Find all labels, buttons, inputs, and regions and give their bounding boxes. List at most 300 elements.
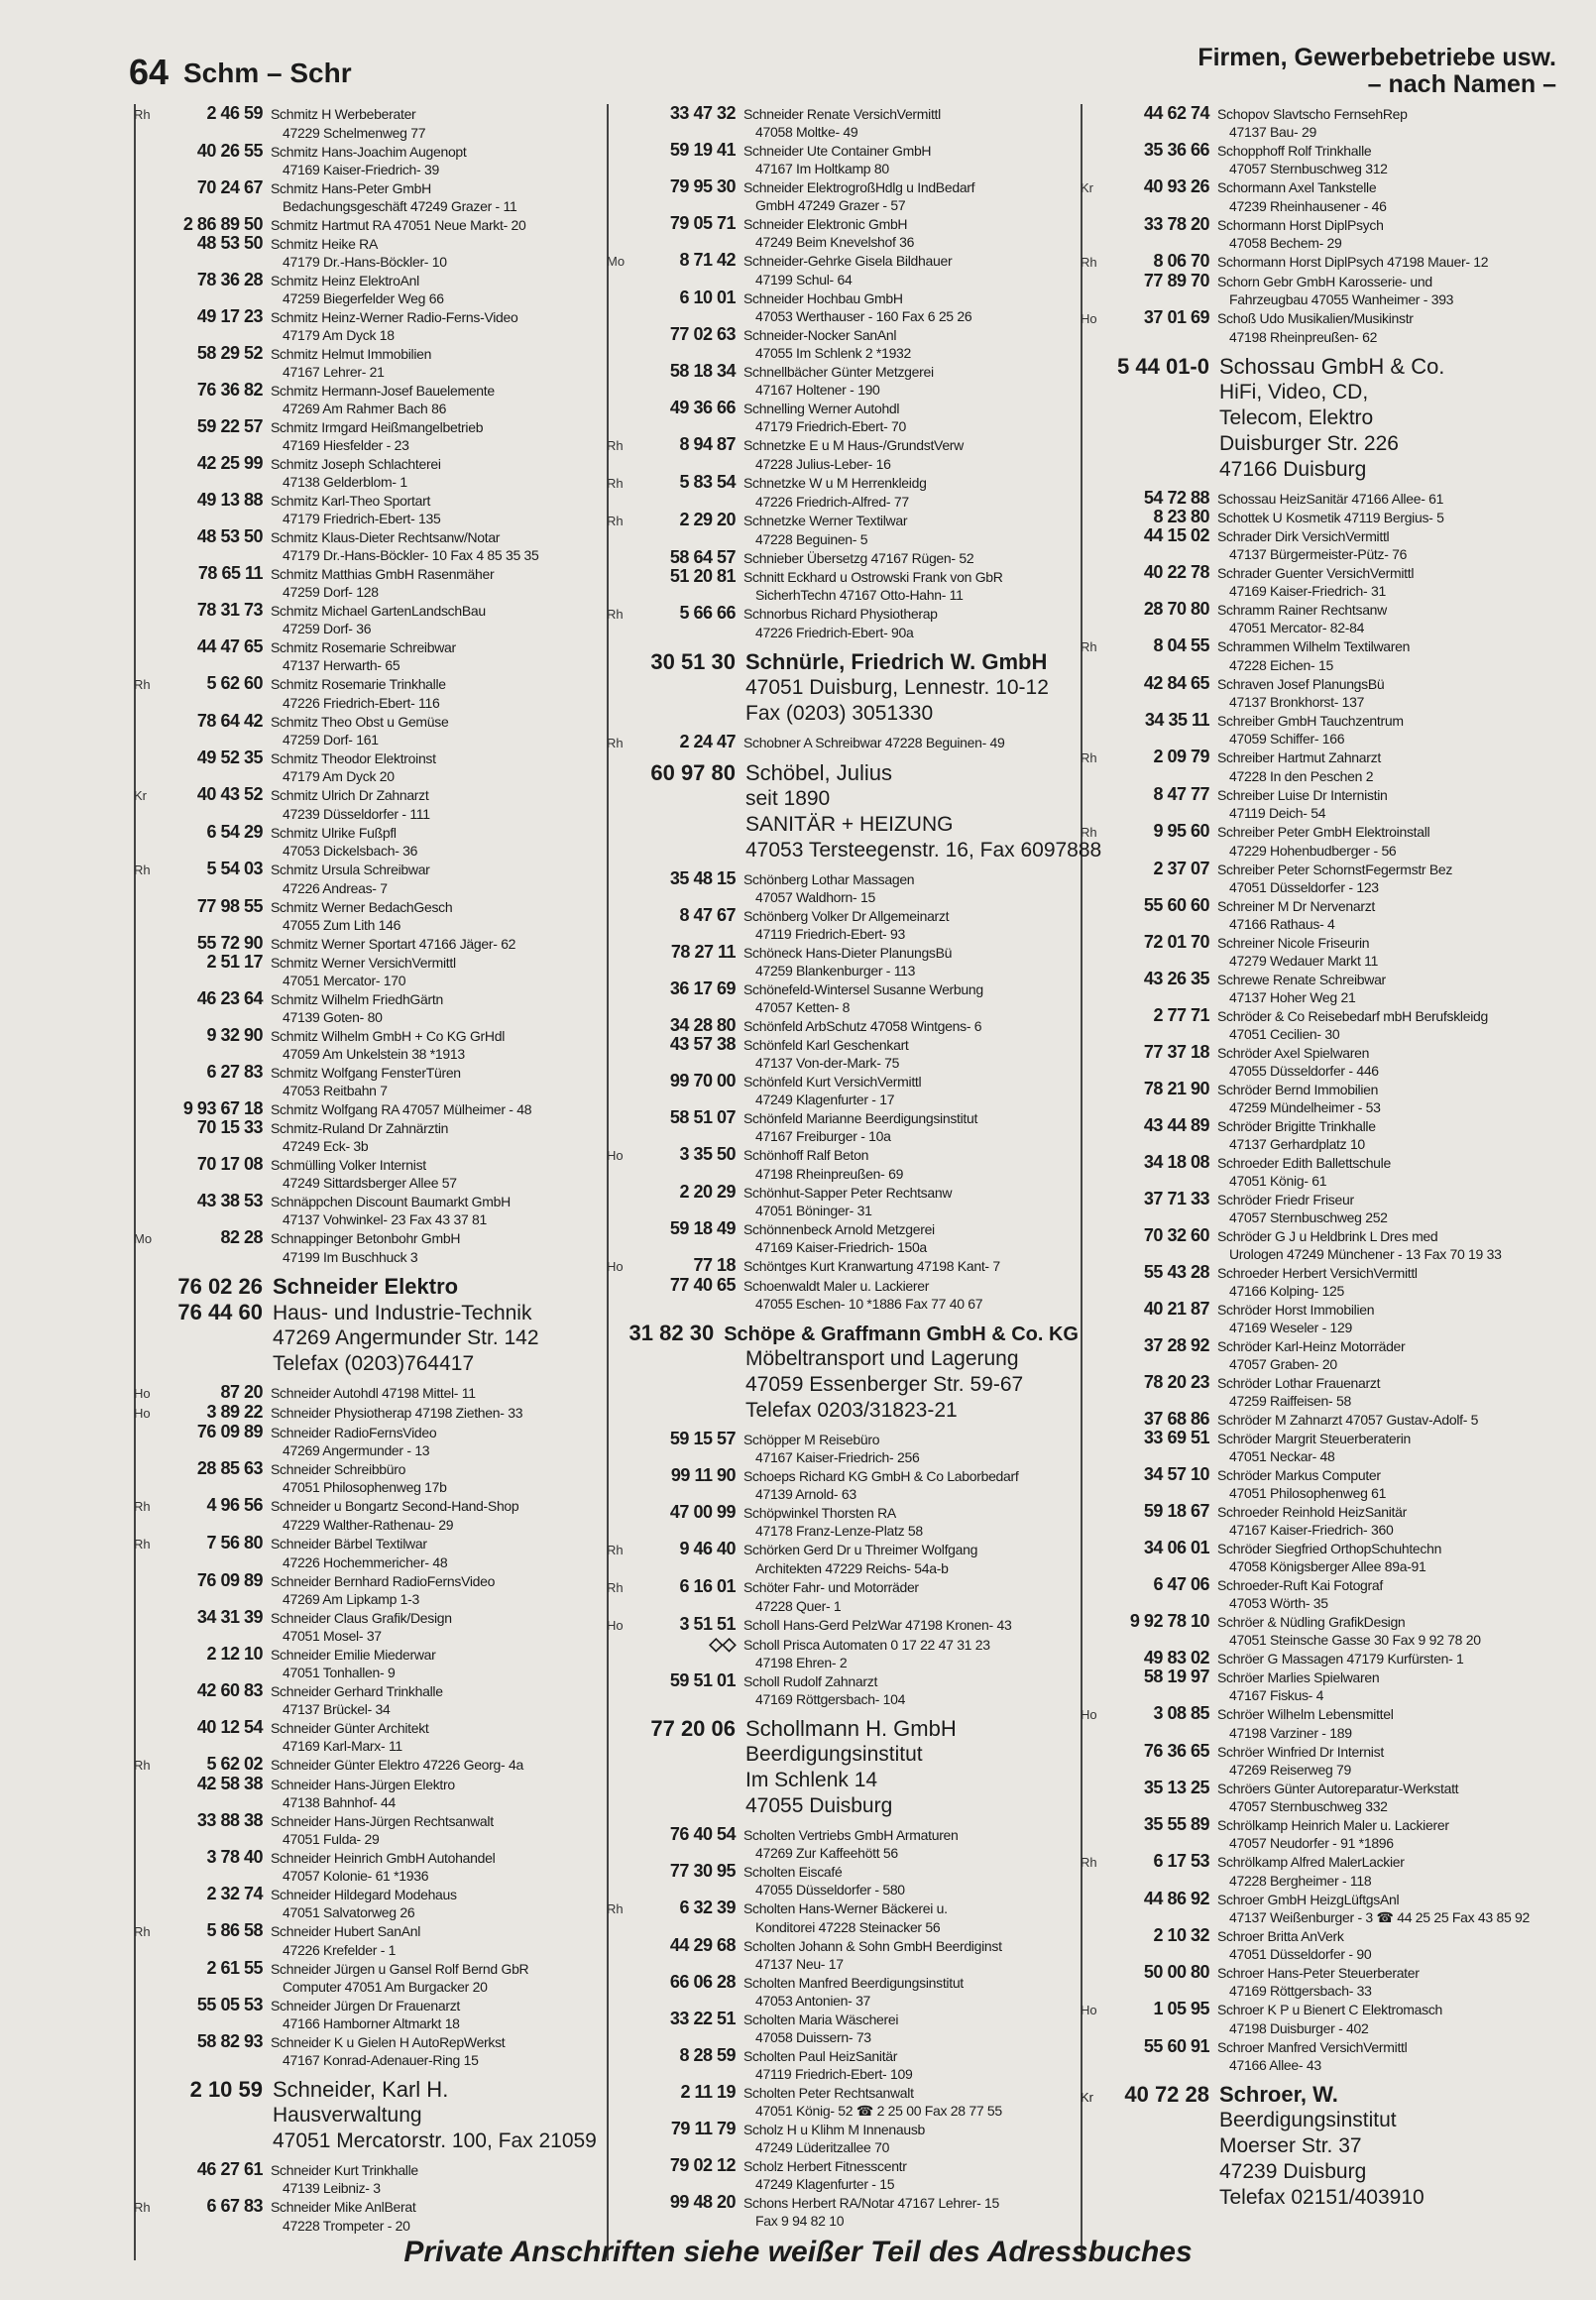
directory-entry [607,1540,1079,1577]
phone-number: 78 36 28 [196,270,263,289]
ad-line: Hausverwaltung [273,2104,422,2127]
entry-name: Schrammen Wilhelm Textilwaren [1217,638,1411,654]
phone-number: 37 28 92 [1143,1335,1209,1355]
ad-line: Telecom, Elektro [1219,406,1374,429]
entry-address: 47137 Weißenburger - 3 ☎ 44 25 25 Fax 43 85 92 [1229,1909,1531,1925]
ad-schossau [1081,354,1576,483]
directory-entry [1081,1336,1576,1373]
directory-entry [1081,1373,1576,1410]
entry-name: Schönberg Volker Dr Allgemeinarzt [743,908,950,924]
entry-name: Schröder Axel Spielwaren [1217,1045,1370,1061]
entry-name: Scholten Eiscafé [743,1864,843,1880]
phone-number: 37 68 86 [1143,1409,1209,1429]
entry-name: Schmitz Wilhelm FriedhGärtn [271,991,443,1007]
entry-name: Schneider Hans-Jürgen Rechtsanwalt [271,1813,494,1829]
directory-entry [1081,711,1576,748]
entry-address: 47169 Röttgersbach- 33 [1229,1983,1372,1999]
phone-number: 99 48 20 [669,2192,736,2212]
phone-number: 6 16 01 [679,1576,736,1596]
phone-number: 7 56 80 [206,1533,263,1552]
phone-number: 44 29 68 [669,1935,736,1955]
phone-number: 87 20 [220,1382,263,1402]
district-code: Rh [134,2200,151,2215]
phone-number: 43 38 53 [196,1191,263,1210]
entry-address: 47051 König- 61 [1229,1173,1327,1189]
entry-address: 47057 Ketten- 8 [755,999,851,1015]
phone-number: ◇◇ [709,1634,736,1654]
directory-entry [134,748,605,785]
entry-name: Schroer Manfred VersichVermittl [1217,2039,1408,2055]
phone-number: 76 36 65 [1143,1741,1209,1761]
entry-address: 47051 Düsseldorfer - 123 [1229,879,1379,895]
entry-name: Schmitz Michael GartenLandschBau [271,603,486,619]
directory-entry [134,234,605,271]
entry-address: 47229 Walther-Rathenau- 29 [283,1517,454,1533]
entry-address: GmbH 47249 Grazer - 57 [755,197,906,213]
phone-number: 28 85 63 [196,1458,263,1478]
entry-name: Scholl Prisca Automaten 0 17 22 47 31 23 [743,1637,990,1653]
entry-name: Schramm Rainer Rechtsanw [1217,602,1387,618]
phone-number: 70 32 60 [1143,1225,1209,1245]
directory-entry [134,1459,605,1496]
entry-name: Schmitz Heinz-Werner Radio-Ferns-Video [271,309,518,325]
page-number: 64 [129,52,170,92]
entry-name: Schoenwaldt Maler u. Lackierer [743,1278,930,1294]
phone-number: 2 32 74 [206,1884,263,1903]
entry-address: 47051 Mercator- 82-84 [1229,620,1365,635]
directory-entry [607,567,1079,604]
entry-name: Scholten Peter Rechtsanwalt [743,2085,914,2101]
entry-name: Schneider Bärbel Textilwar [271,1536,427,1552]
phone-number: 42 84 65 [1143,673,1209,693]
directory-entry [1081,1926,1576,1963]
district-code: Rh [607,1543,624,1557]
phone-number: 59 19 41 [669,140,736,160]
entry-name: Schormann Horst DiplPsych [1217,217,1384,233]
entry-name: Schmitz Ulrich Dr Zahnarzt [271,787,429,803]
phone-number: 79 02 12 [669,2155,736,2175]
directory-entry [607,1430,1079,1466]
entry-address: 47228 Eichen- 15 [1229,657,1333,673]
entry-name: Schönnenbeck Arnold Metzgerei [743,1221,935,1237]
entry-name: Schnetzke Werner Textilwar [743,513,908,528]
directory-entry [607,214,1079,251]
entry-name: Schroeder Herbert VersichVermittl [1217,1265,1418,1281]
phone-number: 99 70 00 [669,1071,736,1091]
entry-name: Schroer GmbH HeizgLüftgsAnl [1217,1892,1400,1907]
entry-address: 47249 Beim Knevelshof 36 [755,234,915,250]
directory-entry [1081,933,1576,970]
phone-number: 2 10 32 [1153,1925,1209,1945]
entry-name: Schmitz Matthias GmbH Rasenmäher [271,566,495,582]
entry-address: 47226 Friedrich-Alfred- 77 [755,494,909,510]
district-code: Ho [134,1406,151,1421]
entry-address: 47058 Königsberger Allee 89a-91 [1229,1558,1426,1574]
phone-number: 48 53 50 [196,526,263,546]
entry-name: Schreiner M Dr Nervenarzt [1217,898,1375,914]
directory-entry [1081,1704,1576,1742]
entry-name: Schneider Jürgen u Gansel Rolf Bernd GbR [271,1961,529,1977]
entry-address: 47249 Eck- 3b [283,1138,369,1154]
entry-list [607,1430,1079,1708]
phone-number: 2 51 17 [206,952,263,972]
directory-entry [1081,526,1576,563]
entry-address: Bedachungsgeschäft 47249 Grazer - 11 [283,198,517,214]
district-code: Rh [134,1758,151,1773]
directory-entry [607,1973,1079,2010]
ad-line: Telefax 02151/403910 [1219,2186,1425,2209]
entry-name: Schoß Udo Musikalien/Musikinstr [1217,310,1414,326]
ad-line: 47053 Tersteegenstr. 16, Fax 6097888 [745,839,1102,862]
entry-name: Schneider u Bongartz Second-Hand-Shop [271,1498,519,1514]
ad-line: 47051 Mercatorstr. 100, Fax 21059 [273,2129,597,2152]
directory-entry [1081,489,1576,508]
entry-name: Schrölkamp Heinrich Maler u. Lackierer [1217,1817,1449,1833]
entry-address: SicherhTechn 47167 Otto-Hahn- 11 [755,587,964,603]
footer-note: Private Anschriften siehe weißer Teil des Adressbuches [403,2236,1193,2268]
phone-number: 9 32 90 [206,1025,263,1045]
directory-entry [607,104,1079,141]
entry-address: 47226 Hochemmericher- 48 [283,1554,448,1570]
directory-entry [134,1063,605,1099]
phone-number: 42 60 83 [196,1680,263,1700]
entry-name: Schorn Gebr GmbH Karosserie- und [1217,274,1432,289]
ad-name: Schöpe & Graffmann GmbH & Co. KG [724,1323,1079,1345]
directory-entry [134,1775,605,1811]
entry-name: Schneider Jürgen Dr Frauenarzt [271,1998,460,2013]
ad-name: Schollmann H. GmbH [745,1716,957,1741]
entry-name: Schneider Günter Architekt [271,1720,429,1736]
phone-number: 8 06 70 [1153,251,1209,271]
directory-entry [607,2083,1079,2120]
phone-number: 58 19 97 [1143,1667,1209,1686]
directory-entry [1081,1006,1576,1043]
phone-number: 70 17 08 [196,1154,263,1174]
entry-address: 47228 Bergheimer - 118 [1229,1873,1372,1889]
entry-address: Konditorei 47228 Steinacker 56 [755,1919,941,1935]
phone-number: 6 32 39 [679,1898,736,1917]
phone-number: 5 62 02 [206,1754,263,1774]
entry-address: 47051 Philosophenweg 17b [283,1479,447,1495]
ad-phone: 30 51 30 [650,649,736,674]
entry-address: 47137 Bronkhorst- 137 [1229,694,1365,710]
ad-line: HiFi, Video, CD, [1219,381,1369,403]
district-code: Ho [607,1618,624,1633]
district-code: Rh [607,1580,624,1595]
entry-address: 47119 Friedrich-Ebert- 93 [755,926,905,942]
directory-entry [134,1996,605,2032]
directory-entry [1081,1963,1576,2000]
district-code: Rh [607,514,624,528]
entry-address: 47167 Freiburger - 10a [755,1128,891,1144]
ad-line: Haus- und Industrie-Technik [273,1302,532,1324]
entry-address: 47226 Friedrich-Ebert- 90a [755,625,914,640]
entry-address: 47051 Neckar- 48 [1229,1448,1335,1464]
phone-number: 70 15 33 [196,1117,263,1137]
entry-name: Schneider-Gehrke Gisela Bildhauer [743,253,953,269]
district-code: Rh [134,107,151,122]
entry-name: Schneider K u Gielen H AutoRepWerkst [271,2034,506,2050]
district-code: Rh [607,736,624,750]
entry-address: 47139 Leibniz- 3 [283,2180,381,2196]
entry-name: Schöter Fahr- und Motorräder [743,1579,919,1595]
phone-number: 78 31 73 [196,600,263,620]
phone-number: 77 98 55 [196,896,263,916]
phone-number: 2 77 71 [1153,1005,1209,1025]
entry-address: 47259 Mündelheimer - 53 [1229,1099,1381,1115]
directory-entry [134,823,605,860]
district-code: Kr [134,788,147,803]
entry-address: 47228 Trompeter - 20 [283,2218,410,2234]
ad-line: Fax (0203) 3051330 [745,702,934,725]
entry-address: 47053 Dickelsbach- 36 [283,843,418,859]
directory-entry [607,1825,1079,1862]
district-code: Kr [1081,2090,1093,2105]
entry-address: 47228 Beguinen- 5 [755,531,868,547]
entry-address: 47139 Goten- 80 [283,1009,383,1025]
entry-address: 47167 Lehrer- 21 [283,364,385,380]
directory-entry [607,1466,1079,1503]
district-code: Mo [134,1231,153,1246]
ad-schneider-elektro [134,1274,605,1377]
phone-number: 40 12 54 [196,1717,263,1737]
phone-number: 44 15 02 [1143,525,1209,545]
entry-name: Schreiber Peter GmbH Elektroinstall [1217,824,1430,840]
phone-number: 5 83 54 [679,472,736,492]
phone-number: 34 28 80 [669,1015,736,1035]
phone-number: 55 72 90 [196,933,263,953]
phone-number: 49 83 02 [1143,1648,1209,1668]
entry-address: 47057 Graben- 20 [1229,1356,1337,1372]
entry-address: 47055 Düsseldorfer - 580 [755,1882,905,1898]
entry-address: 47055 Düsseldorfer - 446 [1229,1063,1379,1079]
directory-entry [607,1635,1079,1671]
entry-address: 47269 Am Rahmer Bach 86 [283,401,447,416]
entry-address: 47198 Rheinpreußen- 69 [755,1166,904,1182]
phone-number: 6 54 29 [206,822,263,842]
phone-number: 40 26 55 [196,141,263,161]
entry-name: Schröder G J u Heldbrink L Dres med [1217,1228,1438,1244]
entry-name: Schröer & Nüdling GrafikDesign [1217,1614,1406,1630]
entry-address: 47198 Rheinpreußen- 62 [1229,329,1378,345]
entry-address: 47199 Schul- 64 [755,272,853,288]
entry-name: Schröder Friedr Friseur [1217,1192,1354,1208]
phone-number: 50 00 80 [1143,1962,1209,1982]
entry-name: Schrader Dirk VersichVermittl [1217,528,1390,544]
entry-name: Schneider Heinrich GmbH Autohandel [271,1850,496,1866]
phone-number: 2 61 55 [206,1958,263,1978]
phone-number: 47 00 99 [669,1502,736,1522]
directory-entry [1081,1043,1576,1080]
district-code: Rh [134,1924,151,1939]
district-code: Ho [1081,2003,1097,2017]
entry-name: Schönefeld-Wintersel Susanne Werbung [743,981,983,997]
phone-number: 40 22 78 [1143,562,1209,582]
phone-number: 2 37 07 [1153,859,1209,878]
directory-entry [1081,785,1576,822]
entry-address: 47138 Bahnhof- 44 [283,1794,397,1810]
entry-address: 47137 Bürgermeister-Pütz- 76 [1229,546,1408,562]
directory-entry [134,271,605,307]
phone-number: 2 24 47 [679,732,736,751]
directory-entry [134,1921,605,1959]
directory-entry [134,215,605,234]
directory-entry [1081,1575,1576,1612]
directory-entry [1081,1649,1576,1668]
directory-entry [1081,1465,1576,1502]
directory-entry [1081,1226,1576,1263]
entry-name: Schröder Lothar Frauenarzt [1217,1375,1381,1391]
district-code: Rh [134,1537,151,1552]
directory-entry [134,454,605,491]
entry-name: Schnäppchen Discount Baumarkt GmbH [271,1194,511,1209]
entry-address: 47259 Dorf- 161 [283,732,379,748]
directory-entry [607,1503,1079,1540]
entry-name: Schnetzke W u M Herrenkleidg [743,475,927,491]
entry-name: Schröer G Massagen 47179 Kurfürsten- 1 [1217,1651,1464,1667]
phone-number: 59 15 57 [669,1429,736,1448]
phone-number: 70 24 67 [196,177,263,197]
directory-entry [1081,563,1576,600]
directory-entry [607,473,1079,511]
section-title-line1: Firmen, Gewerbebetriebe usw. [1197,44,1556,71]
entry-address: 47057 Sternbuschweg 252 [1229,1209,1388,1225]
entry-address: 47166 Kolping- 125 [1229,1283,1345,1299]
entry-address: 47057 Waldhorn- 15 [755,889,875,905]
directory-entry [134,1534,605,1571]
entry-name: Schröder Bernd Immobilien [1217,1082,1379,1097]
directory-entry [607,869,1079,906]
entry-address: 47169 Karl-Marx- 11 [283,1738,402,1754]
directory-entry [1081,1852,1576,1890]
phone-number: 44 47 65 [196,636,263,656]
entry-name: Schoeps Richard KG GmbH & Co Laborbedarf [743,1468,1019,1484]
entry-name: Schönfeld Karl Geschenkart [743,1037,909,1053]
entry-address: 47137 Bau- 29 [1229,124,1316,140]
phone-number: 49 13 88 [196,490,263,510]
phone-number: 76 36 82 [196,380,263,400]
entry-name: Schneider Gerhard Trinkhalle [271,1683,443,1699]
entry-name: Schmitz Hartmut RA 47051 Neue Markt- 20 [271,217,526,233]
phone-number: 2 09 79 [1153,747,1209,766]
entry-name: Schobner A Schreibwar 47228 Beguinen- 49 [743,735,1005,750]
phone-number: 51 20 81 [669,566,736,586]
directory-entry [1081,1410,1576,1429]
entry-list [134,1383,605,2069]
entry-name: Schöneck Hans-Dieter PlanungsBü [743,945,953,961]
directory-entry [134,1228,605,1266]
directory-entry [607,1577,1079,1615]
entry-name: Schmitz Werner Sportart 47166 Jäger- 62 [271,936,516,952]
directory-entry [134,934,605,953]
entry-name: Schroer K P u Bienert C Elektromasch [1217,2002,1443,2017]
ad-phone: 76 44 60 [177,1300,263,1324]
phone-number: 6 27 83 [206,1062,263,1082]
phone-number: 9 46 40 [679,1539,736,1558]
entry-name: Schneider Emilie Miederwar [271,1647,436,1663]
entry-address: 47226 Friedrich-Ebert- 116 [283,695,440,711]
directory-entry [607,399,1079,435]
directory-entry [134,417,605,454]
phone-number: 2 11 19 [680,2082,736,2102]
entry-name: Schroer Hans-Peter Steuerberater [1217,1965,1420,1981]
directory-entry [607,141,1079,177]
directory-entry [134,1403,605,1423]
ad-name: Schnürle, Friedrich W. GmbH [745,649,1048,674]
phone-number: 5 62 60 [206,673,263,693]
phone-number: 8 94 87 [679,434,736,454]
phone-number: 49 36 66 [669,398,736,417]
directory-entry [134,1026,605,1063]
entry-name: Schmitz Heinz ElektroAnl [271,273,419,288]
directory-entry [607,1108,1079,1145]
entry-name: Schneider Physiotherap 47198 Ziethen- 33 [271,1405,523,1421]
entry-name: Schreiner Nicole Friseurin [1217,935,1370,951]
phone-number: 82 28 [220,1227,263,1247]
entry-address: 47051 Philosophenweg 61 [1229,1485,1387,1501]
entry-address: 47198 Duisburger - 402 [1229,2020,1369,2036]
entry-name: Schottek U Kosmetik 47119 Bergius- 5 [1217,510,1444,525]
page-range: Schm – Schr [183,58,352,88]
entry-address: 47167 Kaiser-Friedrich- 256 [755,1449,920,1465]
entry-name: Scholten Johann & Sohn GmbH Beerdiginst [743,1938,1002,1954]
directory-entry [134,1423,605,1459]
district-code: Rh [1081,639,1097,654]
entry-address: 47178 Franz-Lenze-Platz 58 [755,1523,923,1539]
ad-line: SANITÄR + HEIZUNG [745,813,954,836]
phone-number: 46 27 61 [196,2159,263,2179]
phone-number: 34 18 08 [1143,1152,1209,1172]
phone-number: 8 28 59 [679,2045,736,2065]
district-code: Ho [607,1259,624,1274]
directory-entry [607,1276,1079,1313]
phone-number: 77 02 63 [669,324,736,344]
entry-list [1081,489,1576,2074]
directory-entry [1081,1190,1576,1226]
entry-name: Schreiber Luise Dr Internistin [1217,787,1388,803]
directory-entry [607,1936,1079,1973]
entry-name: Schneider Günter Elektro 47226 Georg- 4a [271,1757,523,1773]
phone-number: 6 10 01 [679,288,736,307]
directory-entry [1081,141,1576,177]
entry-address: 47137 Herwarth- 65 [283,657,400,673]
phone-number: 58 82 93 [196,2031,263,2051]
phone-number: 34 31 39 [196,1607,263,1627]
phone-number: 54 72 88 [1143,488,1209,508]
ad-line: Beerdigungsinstitut [1219,2109,1397,2131]
ad-phone: 40 72 28 [1124,2082,1209,2107]
directory-entry [1081,860,1576,896]
ad-name: Schroer, W. [1219,2082,1338,2107]
entry-name: Schönfeld Marianne Beerdigungsinstitut [743,1110,978,1126]
entry-address: 47051 Cecilien- 30 [1229,1026,1340,1042]
phone-number: 48 53 50 [196,233,263,253]
phone-number: 49 52 35 [196,748,263,767]
directory-entry [134,1885,605,1921]
ad-line: Beerdigungsinstitut [745,1743,923,1766]
column-3 [1081,104,1576,2255]
phone-number: 58 29 52 [196,343,263,363]
phone-number: 78 65 11 [197,563,263,583]
district-code: Rh [1081,1855,1097,1870]
entry-name: Schons Herbert RA/Notar 47167 Lehrer- 15 [743,2195,1000,2211]
entry-address: 47057 Sternbuschweg 312 [1229,161,1388,176]
phone-number: 33 88 38 [196,1810,263,1830]
entry-name: Schröder Markus Computer [1217,1467,1381,1483]
entry-address: 47259 Blankenburger - 113 [755,963,916,978]
entry-address: 47139 Arnold- 63 [755,1486,856,1502]
phone-number: 37 01 69 [1143,307,1209,327]
